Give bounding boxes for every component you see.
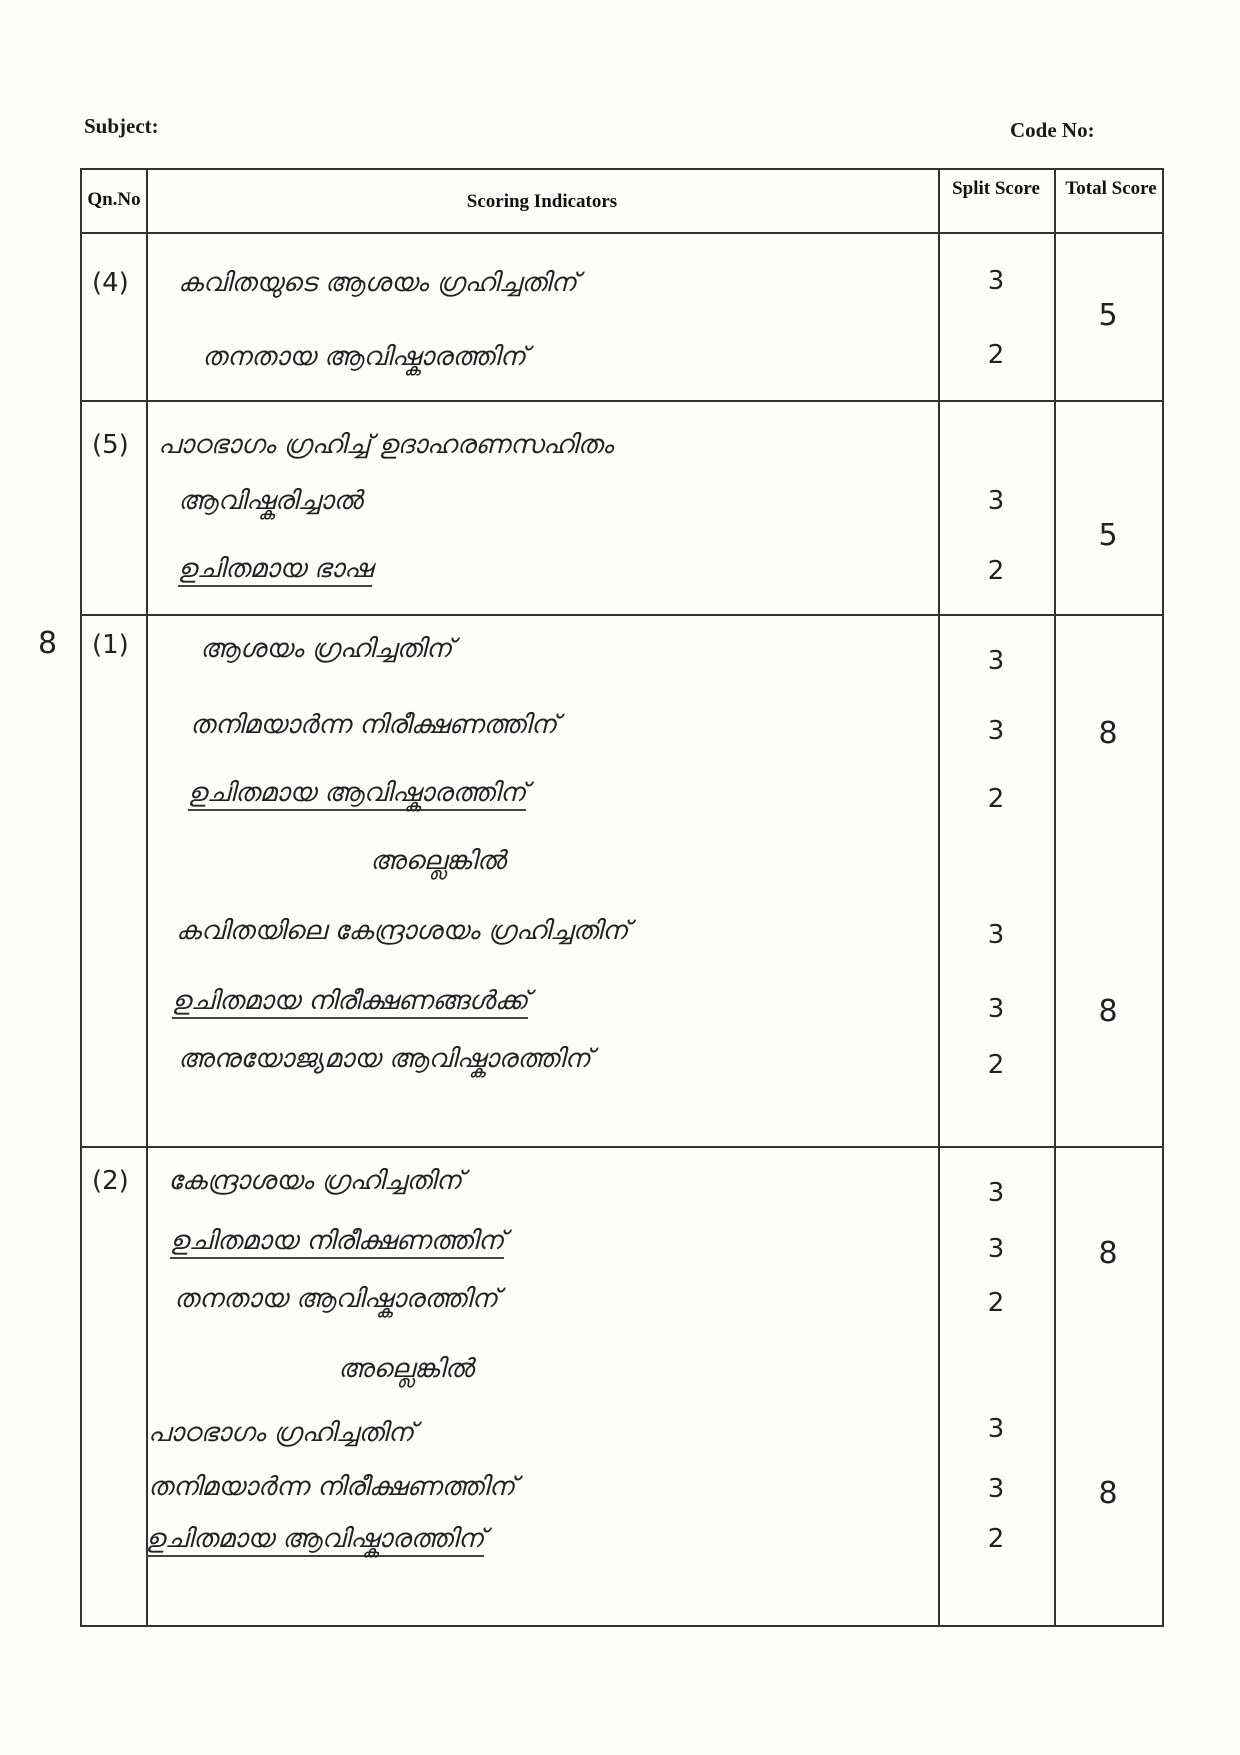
scoring-table [80, 168, 1164, 1627]
indicator-line: അനുയോജ്യമായ ആവിഷ്കാരത്തിന് [178, 1044, 591, 1074]
split-score: 2 [987, 784, 1005, 814]
indicator-line: തനതായ ആവിഷ്കാരത്തിന് [202, 342, 526, 372]
indicator-line: കേന്ദ്രാശയം ഗ്രഹിച്ചതിന് [168, 1166, 463, 1196]
split-score: 3 [987, 994, 1005, 1024]
indicator-line: ഉചിതമായ നിരീക്ഷണത്തിന് [170, 1226, 504, 1259]
column-divider [1054, 170, 1056, 1625]
total-score: 5 [1098, 518, 1118, 553]
header-qn: Qn.No [87, 189, 141, 210]
header-scoring-indicators: Scoring Indicators [466, 191, 618, 212]
total-score: 8 [1098, 716, 1118, 751]
indicator-line: കവിതയുടെ ആശയം ഗ്രഹിച്ചതിന് [178, 268, 578, 298]
question-number: (1) [92, 630, 129, 660]
split-score: 2 [987, 1050, 1005, 1080]
indicator-line: പാഠഭാഗം ഗ്രഹിച്ച് ഉദാഹരണസഹിതം [158, 430, 614, 460]
indicator-line: തനിമയാർന്ന നിരീക്ഷണത്തിന് [190, 710, 558, 740]
question-number-mark: 8 [38, 626, 58, 661]
indicator-line: ഉചിതമായ ആവിഷ്കാരത്തിന് [146, 1524, 484, 1557]
split-score: 3 [987, 1178, 1005, 1208]
indicator-line: ആശയം ഗ്രഹിച്ചതിന് [200, 634, 453, 664]
indicator-line: തനതായ ആവിഷ്കാരത്തിന് [174, 1284, 498, 1314]
indicator-line: പാഠഭാഗം ഗ്രഹിച്ചതിന് [148, 1418, 415, 1448]
indicator-line: ഉചിതമായ നിരീക്ഷണങ്ങൾക്ക് [172, 986, 528, 1019]
split-score: 3 [987, 1474, 1005, 1504]
indicator-line: കവിതയിലെ കേന്ദ്രാശയം ഗ്രഹിച്ചതിന് [176, 916, 629, 946]
split-score: 3 [987, 716, 1005, 746]
header-split-score: Split Score [952, 178, 1040, 199]
split-score: 3 [987, 920, 1005, 950]
total-score: 8 [1098, 1236, 1118, 1271]
split-score: 2 [987, 340, 1005, 370]
subject-label: Subject: [84, 114, 159, 138]
question-number: (5) [92, 430, 129, 460]
indicator-line: തനിമയാർന്ന നിരീക്ഷണത്തിന് [148, 1472, 516, 1502]
row-divider [82, 614, 1162, 616]
row-divider [82, 400, 1162, 402]
row-divider [82, 1146, 1162, 1148]
split-score: 2 [987, 1288, 1005, 1318]
indicator-line-alternative: അല്ലെങ്കിൽ [370, 846, 506, 876]
split-score: 3 [987, 646, 1005, 676]
indicator-line: ആവിഷ്കരിച്ചാൽ [178, 486, 363, 516]
split-score: 3 [987, 486, 1005, 516]
question-number: (4) [92, 268, 129, 298]
split-score: 3 [987, 1414, 1005, 1444]
indicator-line: ഉചിതമായ ആവിഷ്കാരത്തിന് [188, 778, 526, 811]
split-score: 2 [987, 1524, 1005, 1554]
split-score: 3 [987, 266, 1005, 296]
header-divider [82, 232, 1162, 234]
indicator-line: ഉചിതമായ ഭാഷ [178, 554, 372, 587]
indicator-line-alternative: അല്ലെങ്കിൽ [338, 1354, 474, 1384]
column-divider [938, 170, 940, 1625]
total-score: 5 [1098, 298, 1118, 333]
split-score: 2 [987, 556, 1005, 586]
split-score: 3 [987, 1234, 1005, 1264]
header-total-score: Total Score [1065, 178, 1157, 199]
code-number-label: Code No: [1010, 118, 1095, 142]
total-score: 8 [1098, 1476, 1118, 1511]
total-score: 8 [1098, 994, 1118, 1029]
column-divider [146, 170, 148, 1625]
question-number: (2) [92, 1166, 129, 1196]
